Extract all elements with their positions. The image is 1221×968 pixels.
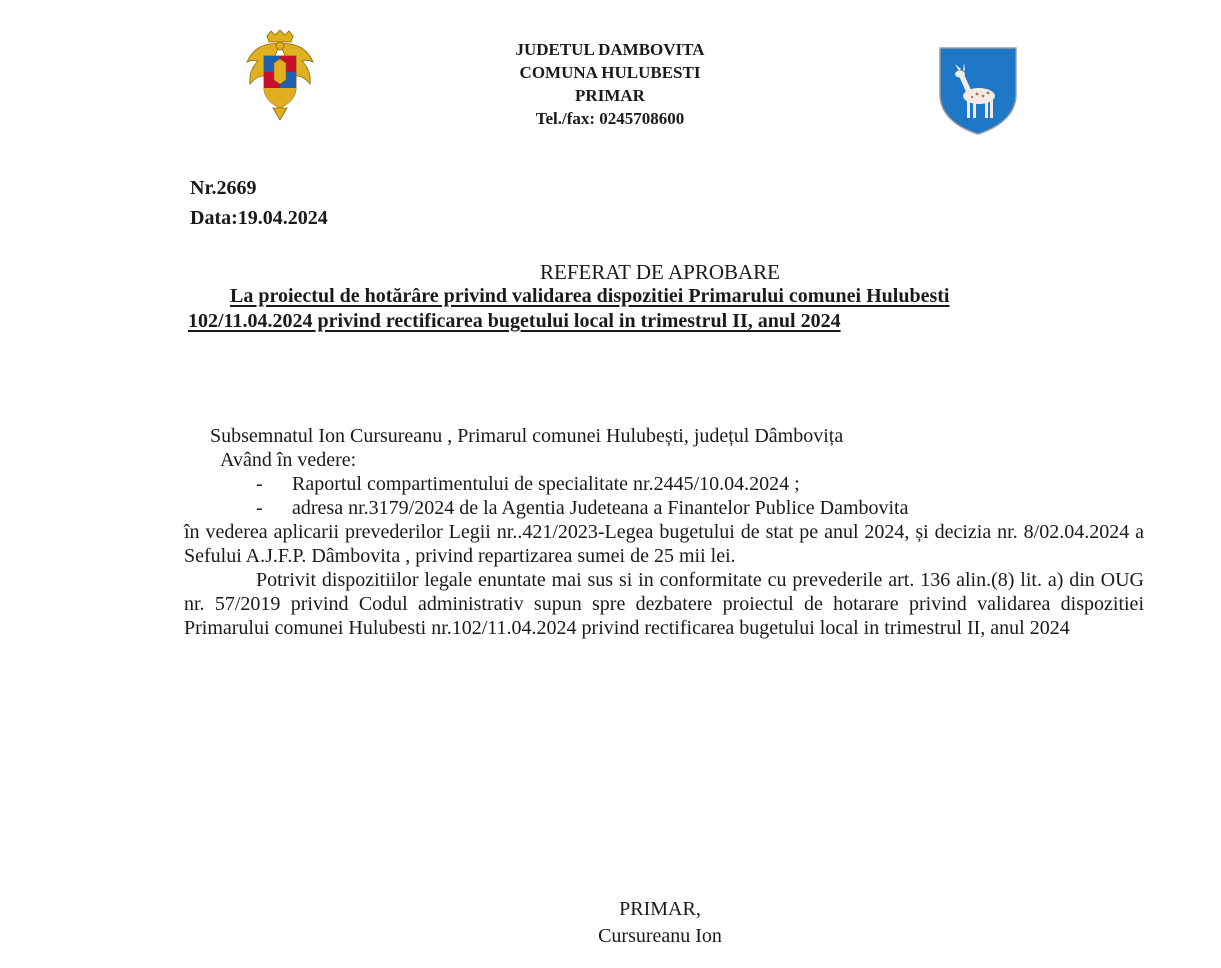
list-item [184, 496, 1144, 520]
hulubesti-commune-crest-icon [937, 44, 1019, 136]
registration-number: Nr.2669 [190, 177, 257, 199]
signature-block [560, 896, 760, 950]
commune-name: COMUNA HULUBESTI [519, 63, 701, 82]
registration-date: Data:19.04.2024 [190, 207, 328, 229]
document-title: REFERAT DE APROBARE [540, 260, 780, 284]
subject-line-2: 102/11.04.2024 privind rectificarea bugetului local in trimestrul II, anul 2024 [188, 310, 841, 332]
document-subject [188, 284, 1118, 334]
county-name: JUDETUL DAMBOVITA [515, 40, 705, 59]
signature-name: Cursureanu Ion [598, 925, 722, 947]
paragraph-application: în vederea aplicarii prevederilor Legii nr..421/2023-Legea bugetului de stat pe anul 2024, și decizia nr. 8/02.04.2024 a Sefului A.J.F.P. Dâmbovita , privind repartizarea sumei de 25 mii lei. [184, 521, 1144, 567]
phone-fax: Tel./fax: 0245708600 [535, 109, 685, 128]
list-item-text: adresa nr.3179/2024 de la Agentia Judeteana a Finantelor Publice Dambovita [292, 497, 909, 519]
intro-line: Subsemnatul Ion Cursureanu , Primarul comunei Hulubești, județul Dâmbovița [210, 425, 844, 447]
subject-line-1: La proiectul de hotărâre privind validarea dispozitiei Primarului comunei Hulubesti [230, 285, 950, 307]
signature-role: PRIMAR, [619, 898, 701, 920]
romania-coat-of-arms-icon [245, 30, 315, 122]
list-item-text: Raportul compartimentului de specialitate nr.2445/10.04.2024 ; [292, 473, 800, 495]
registration-block [190, 173, 328, 233]
considering-line: Având în vedere: [220, 449, 357, 471]
bullet-dash: - [256, 473, 263, 495]
paragraph-legal-basis: Potrivit dispozitiilor legale enuntate mai sus si in conformitate cu prevederile art. 136 alin.(8) lit. a) din OUG nr. 57/2019 privind Codul administrativ supun spre dezbatere proiectul de hotarare privind validarea dispozitiei Primarului comunei Hulubesti nr.102/11.04.2024 privind rectificarea bugetului local in trimestrul II, anul 2024 [184, 569, 1144, 639]
bullet-dash: - [256, 497, 263, 519]
document-body [184, 424, 1144, 640]
header-block [450, 38, 770, 130]
office-name: PRIMAR [575, 86, 645, 105]
list-item [184, 472, 1144, 496]
